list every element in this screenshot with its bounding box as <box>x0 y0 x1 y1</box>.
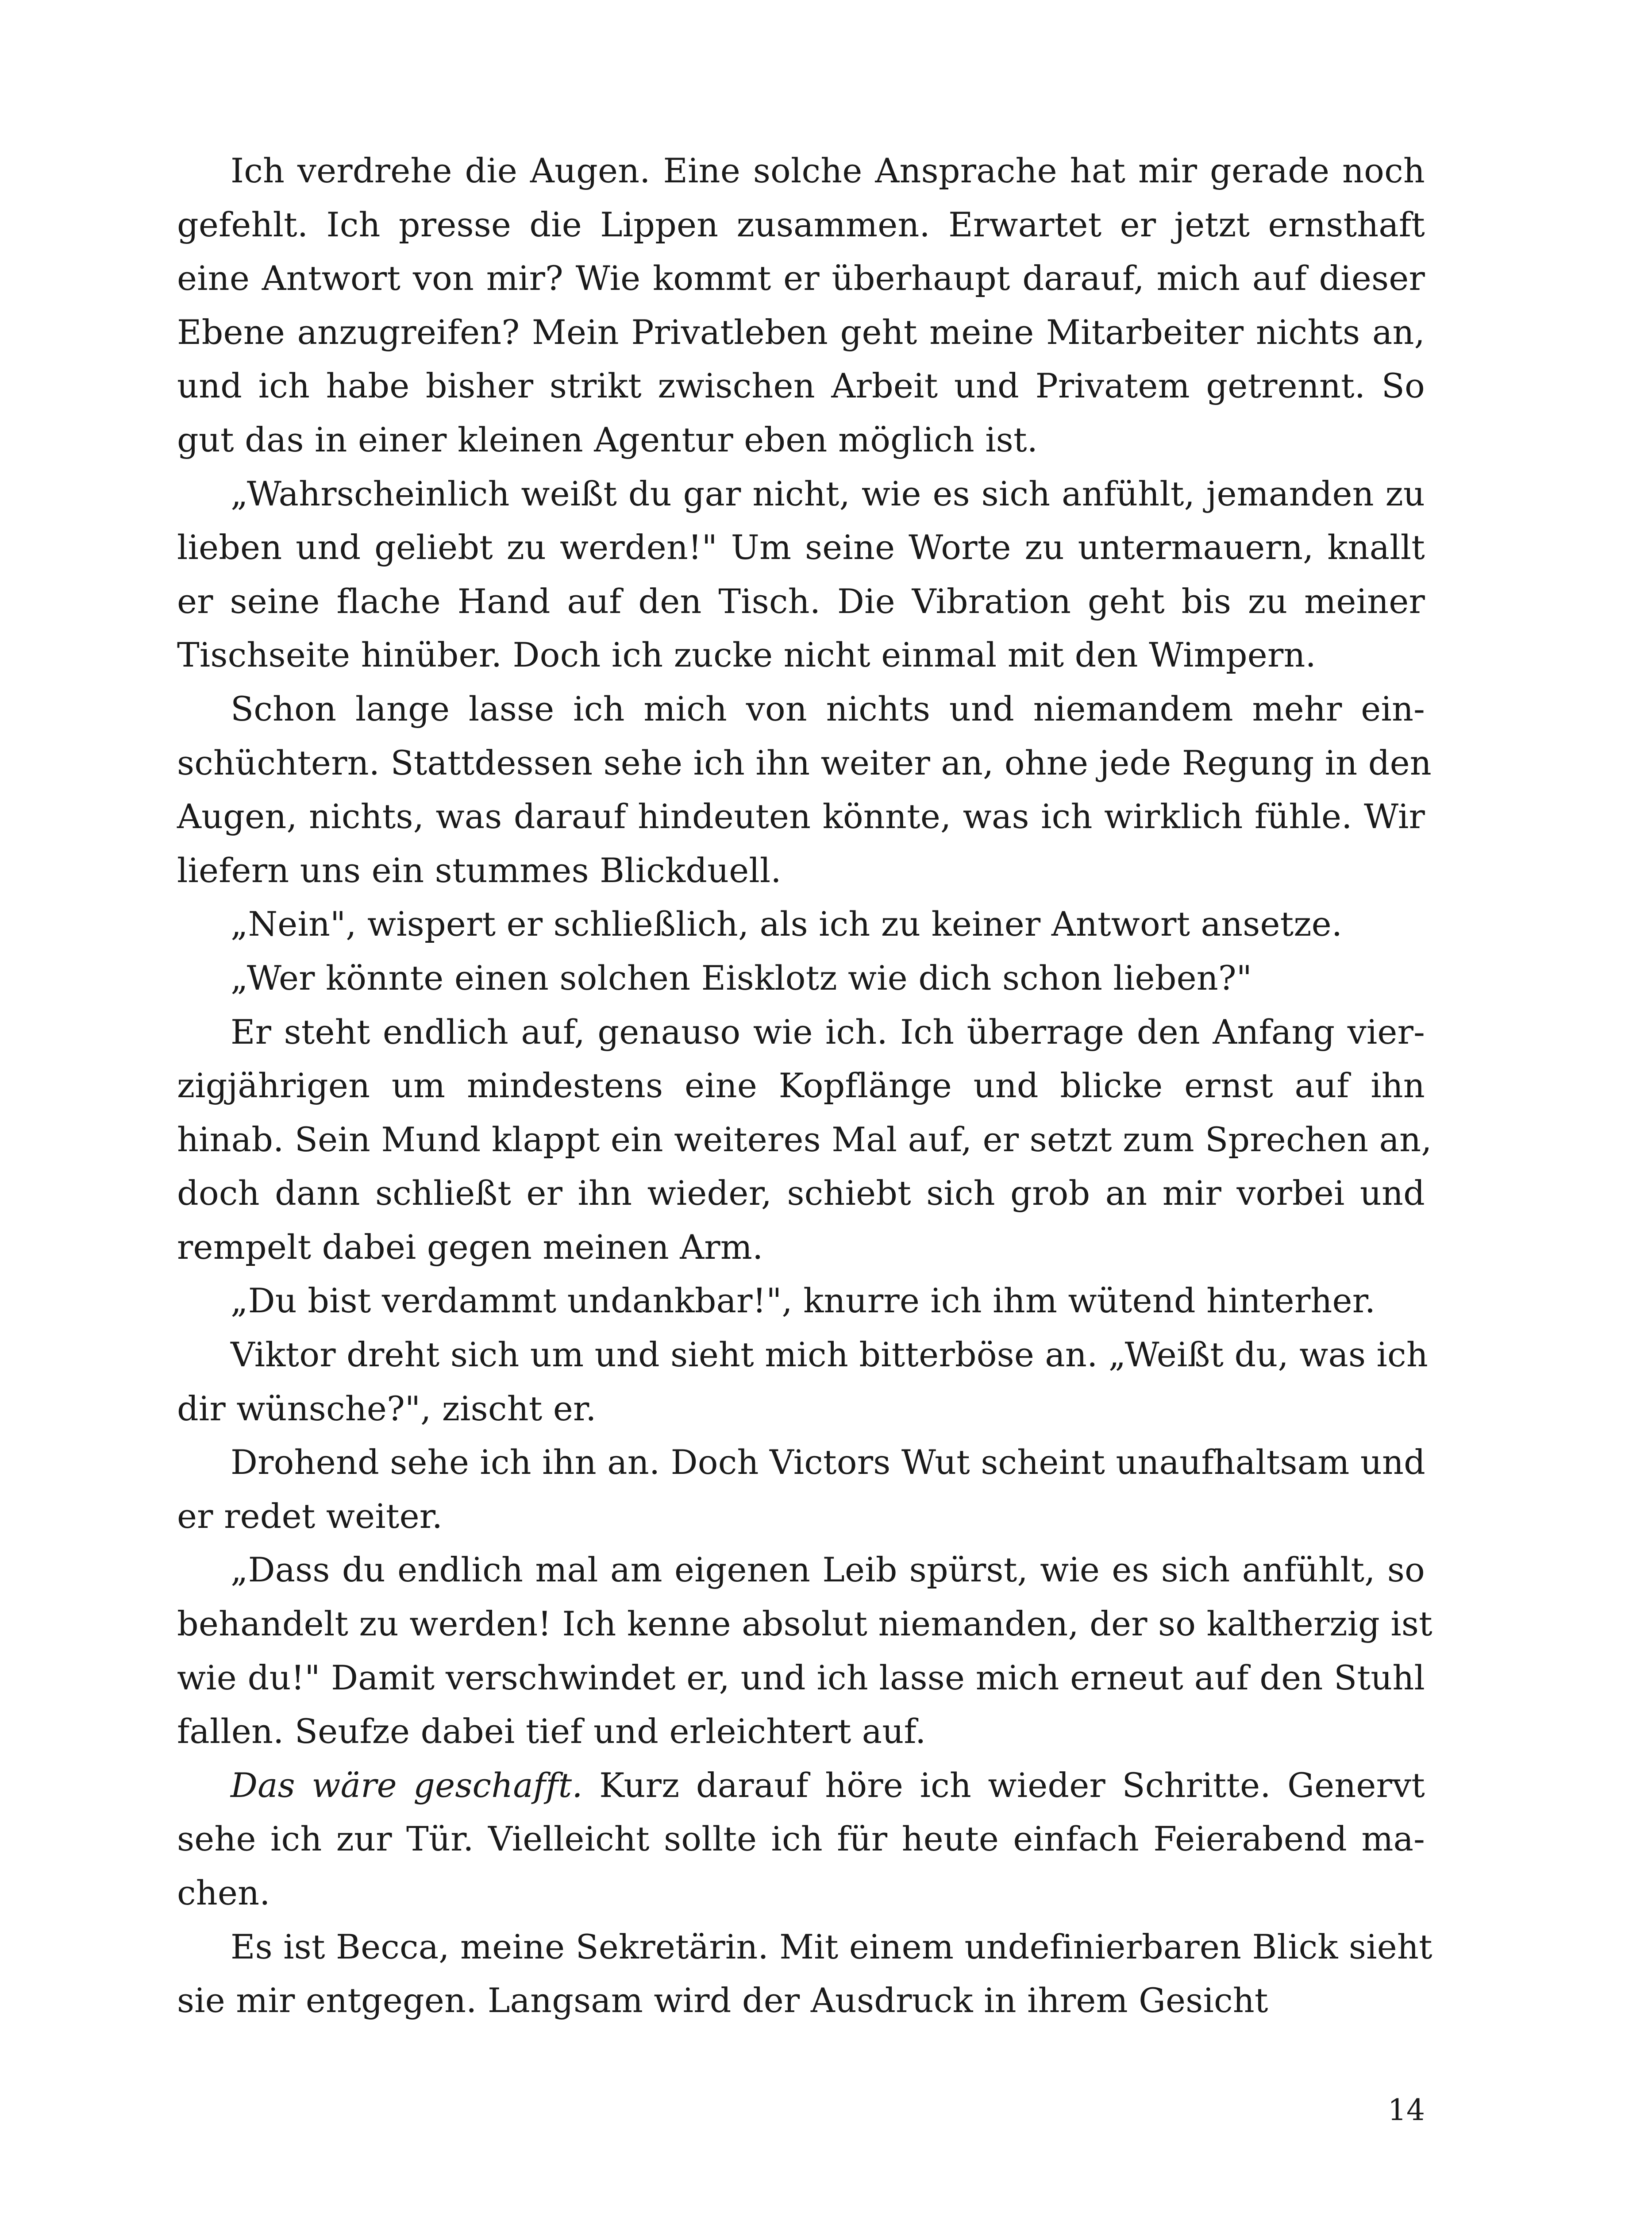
text-line: „Dass du endlich mal am eigenen Leib spürst, wie es sich anfühlt, so <box>231 1550 1425 1590</box>
text-line: Ich verdrehe die Augen. Eine solche Ansprache hat mir gerade noch <box>231 151 1425 190</box>
text-line: dir wünsche?", zischt er. <box>177 1388 597 1428</box>
paragraph-8 <box>177 1328 1428 1435</box>
text-line: lieben und geliebt zu werden!" Um seine Worte zu untermauern, knallt <box>177 528 1425 567</box>
text-line: sie mir entgegen. Langsam wird der Ausdruck in ihrem Gesicht <box>177 1981 1268 2020</box>
text-line: eine Antwort von mir? Wie kommt er überhaupt darauf, mich auf dieser <box>177 258 1425 298</box>
paragraph-9 <box>177 1435 1425 1543</box>
text-line: Viktor dreht sich um und sieht mich bitterböse an. „Weißt du, was ich <box>231 1335 1428 1375</box>
text-line: Er steht endlich auf, genauso wie ich. Ich überrage den Anfang vier- <box>231 1012 1425 1052</box>
text-line: „Wahrscheinlich weißt du gar nicht, wie es sich anfühlt, jemanden zu <box>231 474 1425 513</box>
paragraph-3 <box>177 682 1432 897</box>
paragraph-6 <box>177 1005 1432 1274</box>
text-line: schüchtern. Stattdessen sehe ich ihn weiter an, ohne jede Regung in den <box>177 743 1432 783</box>
text-line: rempelt dabei gegen meinen Arm. <box>177 1227 763 1267</box>
paragraph-11 <box>177 1758 1425 1920</box>
paragraph-7 <box>177 1274 1425 1328</box>
text-line: Schon lange lasse ich mich von nichts und niemandem mehr ein- <box>231 689 1425 729</box>
text-line: gefehlt. Ich presse die Lippen zusammen. Erwartet er jetzt ernsthaft <box>177 204 1425 244</box>
text-line: und ich habe bisher strikt zwischen Arbeit und Privatem getrennt. So <box>177 366 1425 406</box>
text-line: wie du!" Damit verschwindet er, und ich lasse mich erneut auf den Stuhl <box>177 1658 1425 1697</box>
page-number: 14 <box>1388 2093 1425 2127</box>
paragraph-10 <box>177 1543 1433 1758</box>
text-fragment: Kurz darauf höre ich wieder Schritte. Genervt <box>582 1765 1425 1805</box>
text-line: Drohend sehe ich ihn an. Doch Victors Wut scheint unaufhaltsam und <box>231 1442 1426 1482</box>
body-text <box>177 144 1433 2028</box>
paragraph-12 <box>177 1920 1433 2028</box>
text-line: chen. <box>177 1873 270 1912</box>
text-line: Ebene anzugreifen? Mein Privatleben geht meine Mitarbeiter nichts an, <box>177 312 1425 352</box>
text-line: er redet weiter. <box>177 1496 443 1536</box>
text-line: er seine flache Hand auf den Tisch. Die Vibration geht bis zu meiner <box>177 581 1425 621</box>
text-line <box>177 1758 1425 1812</box>
text-line: behandelt zu werden! Ich kenne absolut niemanden, der so kaltherzig ist <box>177 1604 1433 1644</box>
text-line: fallen. Seufze dabei tief und erleichtert auf. <box>177 1712 926 1751</box>
text-line: Augen, nichts, was darauf hindeuten könnte, was ich wirklich fühle. Wir <box>177 797 1425 837</box>
text-line: sehe ich zur Tür. Vielleicht sollte ich für heute einfach Feierabend ma- <box>177 1819 1425 1859</box>
text-line: „Wer könnte einen solchen Eisklotz wie dich schon lieben?" <box>231 958 1252 998</box>
italic-phrase: Das wäre geschafft. <box>231 1765 583 1805</box>
paragraph-2 <box>177 467 1425 682</box>
text-line: zigjährigen um mindestens eine Kopflänge und blicke ernst auf ihn <box>177 1066 1425 1106</box>
text-line: doch dann schließt er ihn wieder, schiebt sich grob an mir vorbei und <box>177 1173 1425 1213</box>
text-line: liefern uns ein stummes Blickduell. <box>177 850 782 890</box>
paragraph-1 <box>177 144 1425 467</box>
text-line: gut das in einer kleinen Agentur eben möglich ist. <box>177 420 1038 459</box>
text-line: Es ist Becca, meine Sekretärin. Mit einem undefinierbaren Blick sieht <box>231 1927 1433 1966</box>
text-line: „Nein", wispert er schließlich, als ich zu keiner Antwort ansetze. <box>231 904 1343 944</box>
text-line: „Du bist verdammt undankbar!", knurre ich ihm wütend hinterher. <box>231 1281 1376 1321</box>
text-line: Tischseite hinüber. Doch ich zucke nicht einmal mit den Wimpern. <box>177 635 1316 675</box>
text-line: hinab. Sein Mund klappt ein weiteres Mal auf, er setzt zum Sprechen an, <box>177 1119 1432 1159</box>
paragraph-4 <box>177 897 1425 951</box>
paragraph-5 <box>177 951 1425 1005</box>
